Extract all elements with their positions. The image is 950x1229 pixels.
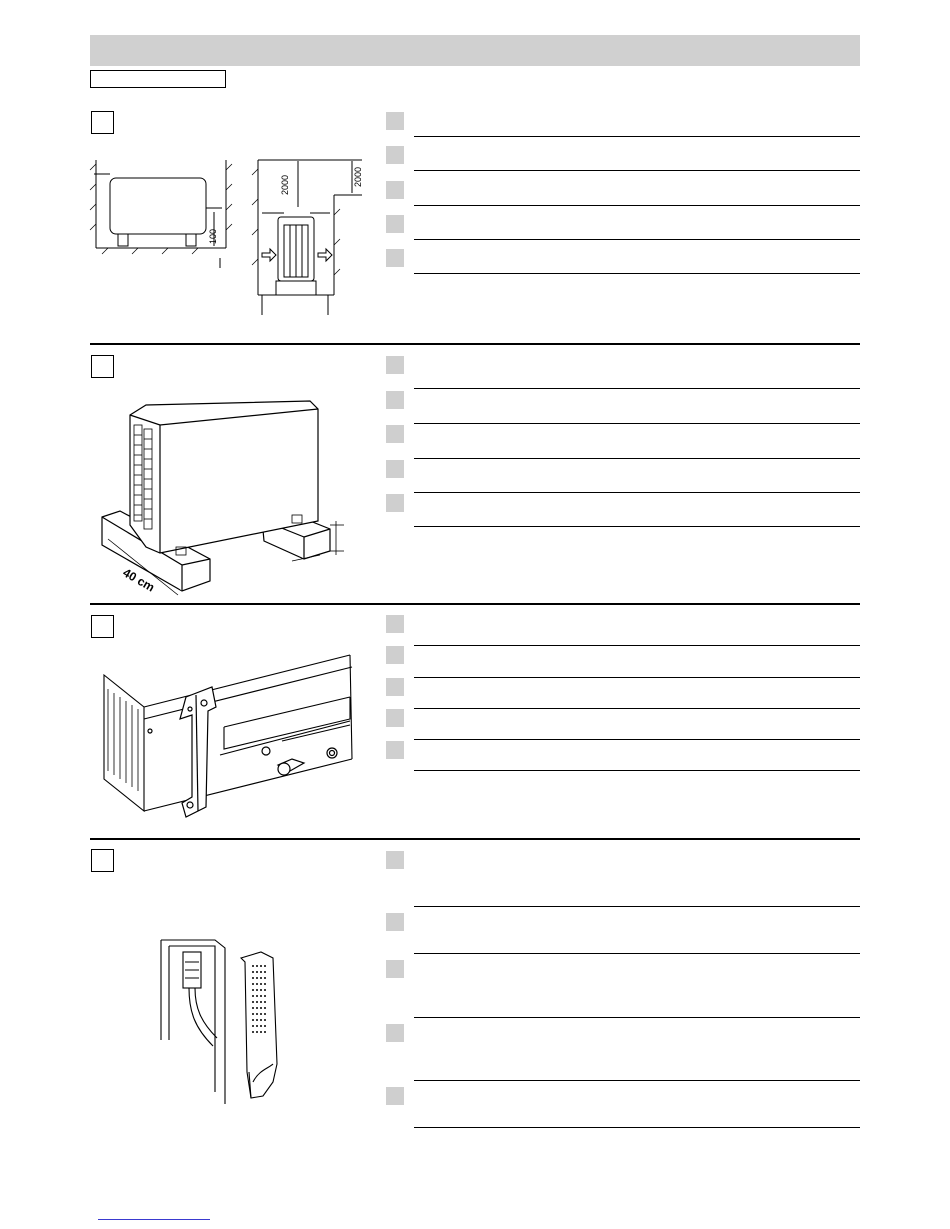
step-rule — [414, 770, 860, 771]
step-rule — [414, 677, 860, 678]
step-marker — [386, 646, 404, 664]
footer-link-underline[interactable] — [98, 1219, 210, 1220]
step-rule — [414, 739, 860, 740]
dim-100-label: 100 — [208, 228, 218, 244]
section-4-marker — [91, 849, 114, 872]
step-rule — [414, 526, 860, 527]
step-marker — [386, 851, 404, 869]
step-marker — [386, 112, 404, 130]
step-marker — [386, 678, 404, 696]
step-rule — [414, 492, 860, 493]
outdoor-unit-on-supports-figure — [100, 395, 360, 605]
terminal-cover-wiring-figure — [155, 932, 305, 1104]
step-marker — [386, 425, 404, 443]
step-rule — [414, 645, 860, 646]
step-marker — [386, 215, 404, 233]
section-divider — [90, 603, 860, 605]
step-marker — [386, 1087, 404, 1105]
step-rule — [414, 1127, 860, 1128]
step-rule — [414, 906, 860, 907]
step-rule — [414, 273, 860, 274]
step-rule — [414, 708, 860, 709]
section-3-marker — [91, 615, 114, 638]
step-rule — [414, 239, 860, 240]
section-1-marker — [91, 111, 114, 134]
step-marker — [386, 146, 404, 164]
step-rule — [414, 170, 860, 171]
page-header-bar — [90, 35, 860, 66]
step-rule — [414, 1017, 860, 1018]
step-rule — [414, 953, 860, 954]
outdoor-clearance-plan-diagram — [248, 155, 368, 317]
step-marker — [386, 181, 404, 199]
step-marker — [386, 1024, 404, 1042]
dim-2000-right-label: 2000 — [353, 166, 363, 187]
step-marker — [386, 960, 404, 978]
step-rule — [414, 1080, 860, 1081]
section-divider — [90, 343, 860, 345]
step-rule — [414, 423, 860, 424]
indoor-clearance-diagram — [88, 150, 238, 270]
section-2-marker — [91, 355, 114, 378]
mounting-bracket-detail-figure — [100, 645, 358, 820]
step-marker — [386, 356, 404, 374]
dim-2000-left-label: 2000 — [280, 174, 290, 195]
step-marker — [386, 741, 404, 759]
page-subtitle-box — [90, 70, 226, 88]
step-rule — [414, 388, 860, 389]
section-divider — [90, 838, 860, 840]
dim-40cm-label: 40 cm — [120, 565, 157, 595]
step-marker — [386, 494, 404, 512]
step-rule — [414, 458, 860, 459]
step-marker — [386, 249, 404, 267]
step-rule — [414, 136, 860, 137]
step-marker — [386, 391, 404, 409]
step-marker — [386, 709, 404, 727]
step-marker — [386, 615, 404, 633]
step-marker — [386, 913, 404, 931]
step-rule — [414, 205, 860, 206]
step-marker — [386, 460, 404, 478]
